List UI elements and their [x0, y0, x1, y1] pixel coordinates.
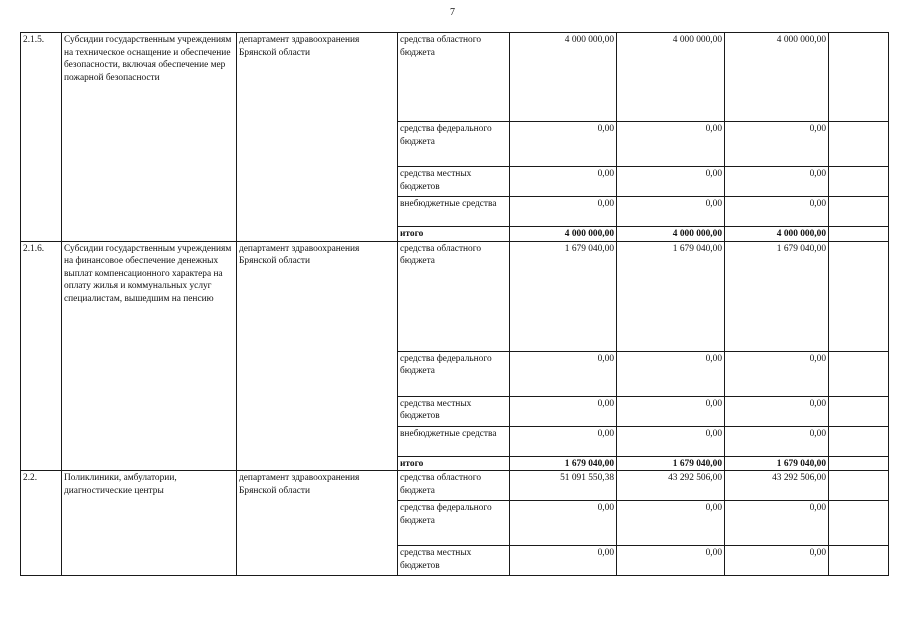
item-executor: департамент здравоохранения Брянской области [237, 471, 398, 576]
amount-cell-1: 0,00 [510, 351, 617, 396]
table-row [21, 471, 889, 501]
amount-cell-4 [829, 197, 889, 227]
amount-cell-3: 0,00 [725, 396, 829, 426]
amount-cell-1: 0,00 [510, 396, 617, 426]
amount-cell-4 [829, 546, 889, 576]
amount-cell-1: 4 000 000,00 [510, 33, 617, 122]
amount-cell-4 [829, 471, 889, 501]
amount-cell-4 [829, 167, 889, 197]
item-code: 2.1.6. [21, 241, 62, 471]
table-row [21, 33, 889, 122]
amount-cell-2: 43 292 506,00 [617, 471, 725, 501]
amount-cell-1: 0,00 [510, 197, 617, 227]
funding-source: средства областного бюджета [398, 33, 510, 122]
amount-cell-3: 43 292 506,00 [725, 471, 829, 501]
amount-cell-4 [829, 122, 889, 167]
amount-cell-4 [829, 33, 889, 122]
amount-cell-2: 0,00 [617, 501, 725, 546]
item-name: Субсидии государственным учреждениям на техническое оснащение и обеспечение безопасности, включая обеспечение мер пожарной безопасности [62, 33, 237, 242]
amount-cell-2: 1 679 040,00 [617, 456, 725, 471]
funding-source: средства областного бюджета [398, 471, 510, 501]
amount-cell-3: 0,00 [725, 501, 829, 546]
item-code: 2.1.5. [21, 33, 62, 242]
amount-cell-3: 0,00 [725, 167, 829, 197]
funding-source: средства местных бюджетов [398, 546, 510, 576]
amount-cell-4 [829, 456, 889, 471]
item-name: Поликлиники, амбулатории, диагностические центры [62, 471, 237, 576]
amount-cell-3: 0,00 [725, 426, 829, 456]
amount-cell-4 [829, 241, 889, 351]
item-executor: департамент здравоохранения Брянской области [237, 241, 398, 471]
amount-cell-2: 4 000 000,00 [617, 33, 725, 122]
amount-cell-1: 0,00 [510, 122, 617, 167]
funding-source: средства местных бюджетов [398, 167, 510, 197]
amount-cell-4 [829, 227, 889, 242]
amount-cell-1: 0,00 [510, 501, 617, 546]
amount-cell-2: 0,00 [617, 546, 725, 576]
amount-cell-2: 4 000 000,00 [617, 227, 725, 242]
amount-cell-3: 4 000 000,00 [725, 33, 829, 122]
amount-cell-3: 0,00 [725, 546, 829, 576]
funding-source: внебюджетные средства [398, 197, 510, 227]
funding-source: внебюджетные средства [398, 426, 510, 456]
amount-cell-4 [829, 351, 889, 396]
table-body [21, 33, 889, 576]
amount-cell-2: 0,00 [617, 197, 725, 227]
amount-cell-3: 4 000 000,00 [725, 227, 829, 242]
page-number: 7 [450, 7, 455, 18]
item-code: 2.2. [21, 471, 62, 576]
budget-table [20, 32, 889, 576]
amount-cell-1: 4 000 000,00 [510, 227, 617, 242]
amount-cell-2: 0,00 [617, 122, 725, 167]
amount-cell-3: 0,00 [725, 197, 829, 227]
amount-cell-2: 1 679 040,00 [617, 241, 725, 351]
amount-cell-1: 51 091 550,38 [510, 471, 617, 501]
amount-cell-3: 1 679 040,00 [725, 241, 829, 351]
funding-source: средства федерального бюджета [398, 122, 510, 167]
amount-cell-1: 0,00 [510, 167, 617, 197]
item-name: Субсидии государственным учреждениям на финансовое обеспечение денежных выплат компенсационного характера на оплату жилья и коммунальных услуг специалистам, вышедшим на пенсию [62, 241, 237, 471]
amount-cell-1: 0,00 [510, 546, 617, 576]
amount-cell-1: 1 679 040,00 [510, 456, 617, 471]
amount-cell-1: 1 679 040,00 [510, 241, 617, 351]
amount-cell-2: 0,00 [617, 426, 725, 456]
amount-cell-1: 0,00 [510, 426, 617, 456]
amount-cell-4 [829, 426, 889, 456]
funding-source: средства федерального бюджета [398, 501, 510, 546]
funding-source: итого [398, 227, 510, 242]
amount-cell-3: 1 679 040,00 [725, 456, 829, 471]
amount-cell-2: 0,00 [617, 351, 725, 396]
funding-source: средства областного бюджета [398, 241, 510, 351]
amount-cell-4 [829, 501, 889, 546]
funding-source: итого [398, 456, 510, 471]
funding-source: средства федерального бюджета [398, 351, 510, 396]
amount-cell-2: 0,00 [617, 167, 725, 197]
amount-cell-3: 0,00 [725, 122, 829, 167]
funding-source: средства местных бюджетов [398, 396, 510, 426]
amount-cell-3: 0,00 [725, 351, 829, 396]
table-row [21, 241, 889, 351]
item-executor: департамент здравоохранения Брянской области [237, 33, 398, 242]
amount-cell-2: 0,00 [617, 396, 725, 426]
amount-cell-4 [829, 396, 889, 426]
